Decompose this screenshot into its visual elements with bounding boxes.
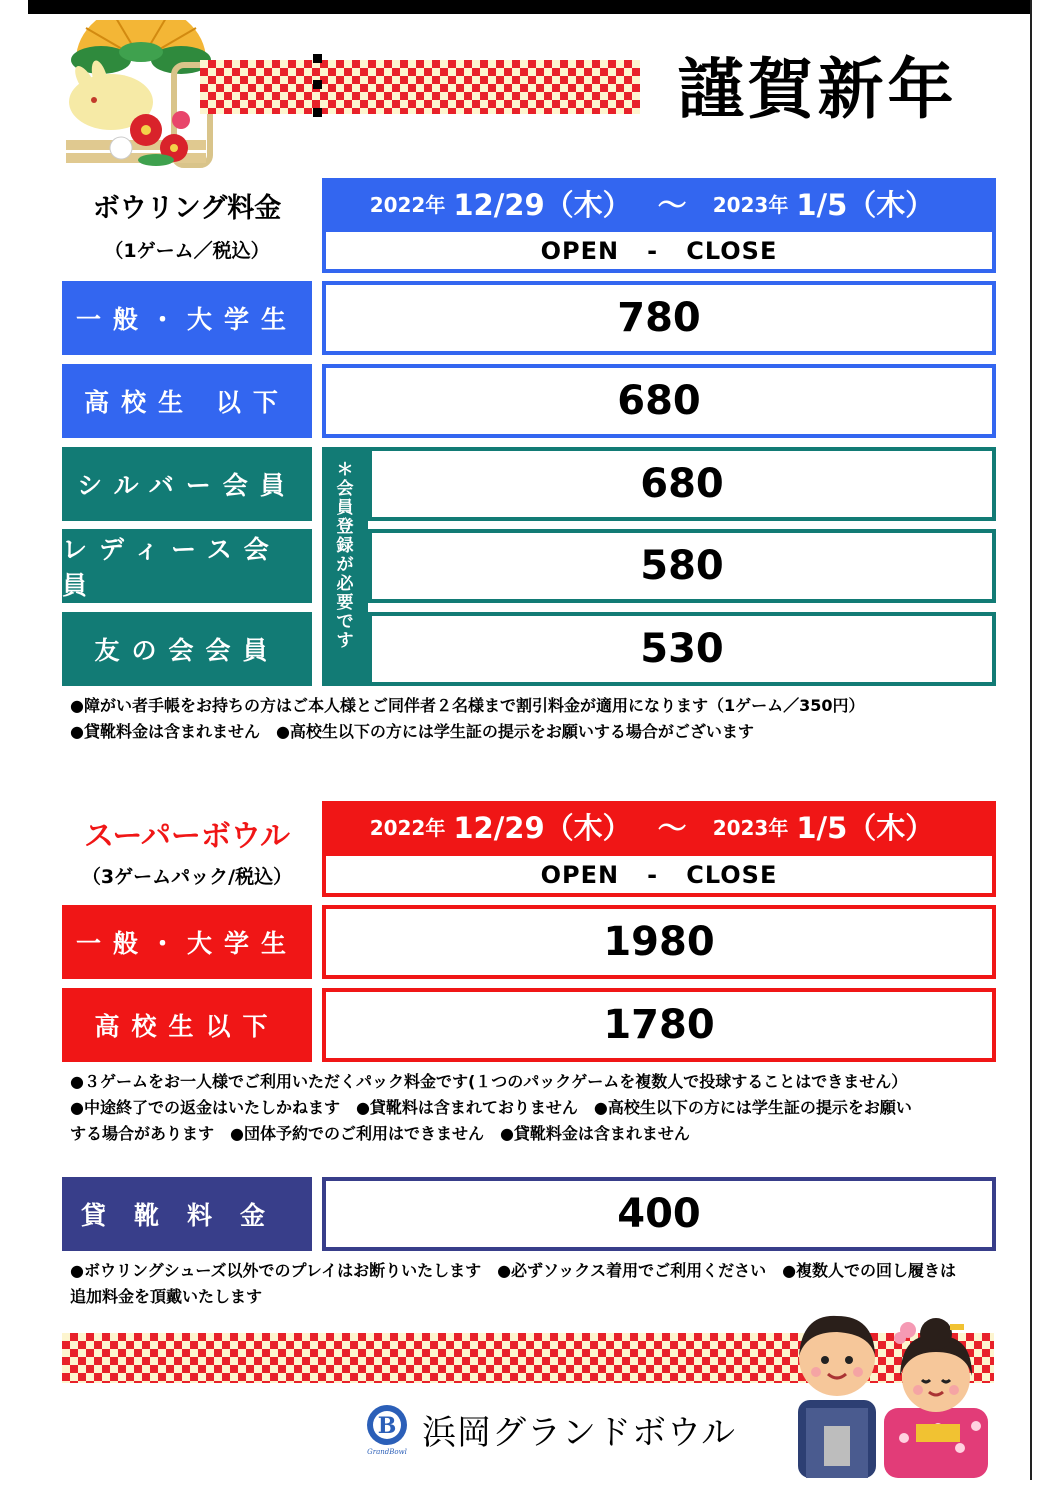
superbowl-subheading: （3ゲームパック/税込） (81, 866, 293, 888)
selection-handle (313, 54, 322, 63)
bowling-notes (70, 693, 1010, 745)
kimono-children-image (780, 1308, 1000, 1478)
note-char: 会 (336, 479, 354, 499)
note-line: する場合があります ●団体予約でのご利用はできません ●貸靴料金は含まれません (70, 1124, 690, 1143)
footer-logo (362, 1398, 742, 1460)
superbowl-notes (70, 1069, 1010, 1147)
bowling-date-bar (322, 178, 996, 228)
price-label-silver: シルバー会員 (62, 447, 312, 521)
note-char: が (336, 555, 354, 575)
member-registration-note (322, 447, 368, 686)
superbowl-label-general: 一般・大学生 (62, 905, 312, 979)
price-label-general: 一般・大学生 (62, 281, 312, 355)
end-year: 2023年 (712, 192, 789, 217)
end-year: 2023年 (712, 816, 789, 840)
tilde: ～ (657, 187, 687, 222)
note-char: 必 (336, 574, 354, 594)
note-line: ●障がい者手帳をお持ちの方はご本人様とご同伴者２名様まで割引料金が適用になります（1ゲーム／350円） (70, 696, 865, 715)
note-line: ●貸靴料金は含まれません ●高校生以下の方には学生証の提示をお願いする場合がございます (70, 722, 754, 741)
note-char: で (336, 612, 354, 632)
selection-handle (313, 108, 322, 117)
bowling-heading: ボウリング料金 (92, 193, 282, 224)
note-char: 録 (336, 536, 354, 556)
note-line: ●中途終了での返金はいたしかねます ●貸靴料は含まれておりません ●高校生以下の方には学生証の提示をお願い (70, 1098, 912, 1117)
note-line: ●３ゲームをお一人様でご利用いただくパック料金です(１つのパックゲームを複数人で投球することはできません） (70, 1072, 908, 1091)
note-char: ＊ (336, 460, 354, 480)
price-friends: 530 (368, 612, 996, 686)
bowling-hours: OPEN - CLOSE (322, 228, 996, 273)
start-date: 12/29（木） (453, 811, 632, 845)
shoes-price: 400 (322, 1177, 996, 1251)
top-border (28, 0, 1032, 14)
price-silver: 680 (368, 447, 996, 521)
note-line: 追加料金を頂戴いたします (70, 1287, 263, 1306)
selection-handle (313, 80, 322, 89)
price-highschool: 680 (322, 364, 996, 438)
price-label-friends: 友の会会員 (62, 612, 312, 686)
price-ladies: 580 (368, 529, 996, 603)
superbowl-heading: スーパーボウル (83, 819, 291, 854)
grandbowl-logo-icon (362, 1402, 412, 1456)
page-title: 謹賀新年 (640, 38, 995, 128)
note-char: 員 (336, 498, 354, 518)
svg-text:GrandBowl: GrandBowl (367, 1448, 407, 1456)
superbowl-label-highschool: 高校生以下 (62, 988, 312, 1062)
logo-text: 浜岡グランドボウル (422, 1412, 736, 1453)
svg-text:B: B (377, 1413, 397, 1439)
superbowl-date-bar (322, 801, 996, 852)
right-border (1030, 0, 1032, 1480)
superbowl-price-general: 1980 (322, 905, 996, 979)
end-date: 1/5（木） (796, 187, 935, 222)
note-char: す (336, 631, 354, 651)
shoes-label: 貸靴料金 (62, 1177, 312, 1251)
note-char: 要 (336, 593, 354, 613)
start-year: 2022年 (369, 816, 446, 840)
start-year: 2022年 (369, 192, 446, 217)
shoes-notes (70, 1258, 1010, 1310)
end-date: 1/5（木） (796, 811, 935, 845)
note-line: ●ボウリングシューズ以外でのプレイはお断りいたします ●必ずソックス着用でご利用ください ●複数人での回し履きは (70, 1261, 957, 1280)
start-date: 12/29（木） (453, 187, 632, 222)
price-general: 780 (322, 281, 996, 355)
tilde: ～ (657, 811, 687, 845)
note-char: 登 (336, 517, 354, 537)
superbowl-hours: OPEN - CLOSE (322, 852, 996, 897)
price-label-highschool: 高校生 以下 (62, 364, 312, 438)
superbowl-price-highschool: 1780 (322, 988, 996, 1062)
price-label-ladies: レディース会員 (62, 529, 312, 603)
bowling-subheading: （1ゲーム／税込） (104, 240, 270, 262)
